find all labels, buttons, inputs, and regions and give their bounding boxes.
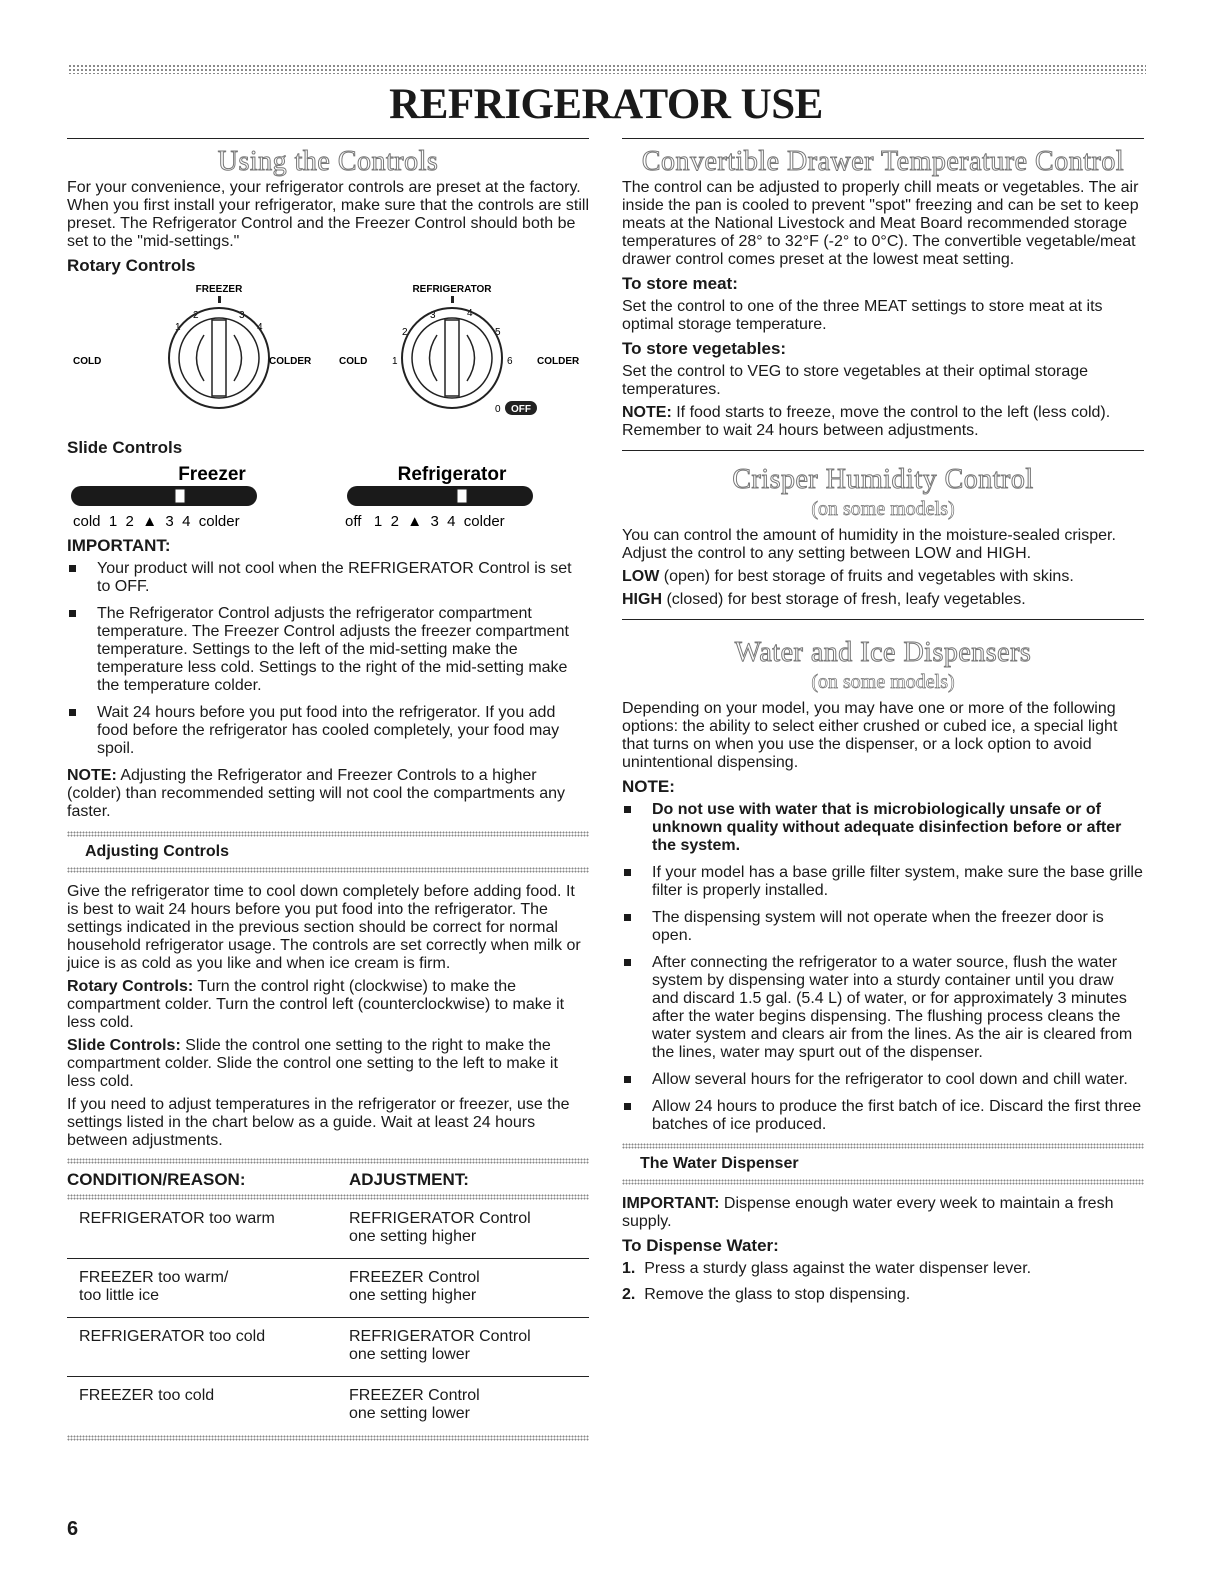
fridge-zero-label: 0 [495,404,501,415]
step-text: Press a sturdy glass against the water dispenser lever. [644,1260,1032,1277]
dispensers-list [622,864,1144,1134]
convertible-note [622,404,1144,440]
table-cell: REFRIGERATOR Control [349,1210,531,1227]
fridge-tick-3: 3 [430,310,436,321]
slide-freezer-thumb [175,489,185,503]
fridge-dial-knob [445,320,459,396]
slide-controls-svg [67,462,589,532]
table-cell: one setting higher [349,1228,477,1245]
warning-list [622,801,1144,855]
slide-fridge-title: Refrigerator [397,464,507,485]
step-item [622,1260,1144,1278]
freezer-dial-title: FREEZER [195,284,243,295]
table-row [67,1200,589,1259]
convertible-intro: The control can be adjusted to properly chill meats or vegetables. The air inside the pan is cooled to prevent "spot" freezing and can be set to keep meats at the National Livestock and Meat Board recommended storage temperatures of 28° to 32°F (-2° to 0°C). The convertible vegetable/meat drawer control comes preset at the lowest meat setting. [622,179,1139,268]
rotary-dials-svg [67,280,589,450]
convertible-drawer-heading: Convertible Drawer Temperature Control [641,146,1125,177]
fridge-off-label: OFF [511,404,531,415]
table-header-adjustment: ADJUSTMENT: [349,1170,469,1189]
adjusting-slide [67,1037,589,1091]
step-text: Remove the glass to stop dispensing. [644,1286,911,1303]
dotted-divider [67,1435,589,1441]
freezer-dial-mark [218,296,221,303]
table-header-condition: CONDITION/REASON: [67,1170,246,1189]
slide-fridge-scale: off 1 2 ▲ 3 4 colder [345,513,505,530]
important-text: Dispense enough water every week to maintain a fresh supply. [622,1195,1114,1230]
fridge-dial-mark [451,296,454,303]
table-cell: FREEZER too cold [79,1387,215,1404]
list-item: Allow 24 hours to produce the first batch of ice. Discard the first three batches of ice produced. [622,1098,1144,1134]
list-item: The Refrigerator Control adjusts the refrigerator compartment temperature. The Freezer Control adjusts the freezer compartment temperature. Settings to the left of the mid-setting make the temperature less cold. Settings to the right of the mid-setting make the temperature colder. [67,605,589,695]
freezer-tick-2: 3 [239,310,245,321]
dotted-divider [67,867,589,873]
list-item: If your model has a base grille filter system, make sure the base grille filter is properly installed. [622,864,1144,900]
adjusting-controls-heading: Adjusting Controls [85,843,229,860]
water-important [622,1195,1144,1231]
page-number: 6 [67,1518,79,1540]
table-row [67,1318,589,1377]
warning-item: Do not use with water that is microbiologically unsafe or of unknown quality without adequate disinfection before or after the system. [622,801,1144,855]
section-rule [622,450,1144,451]
slide-label: Slide Controls: [67,1037,181,1054]
store-meat-text: Set the control to one of the three MEAT settings to store meat at its optimal storage temperature. [622,298,1103,333]
slide-fridge-track [347,486,533,506]
low-label: LOW [622,568,660,585]
crisper-heading: Crisper Humidity Control [732,464,1034,495]
dispense-steps [622,1260,1144,1304]
fridge-tick-2: 2 [402,327,408,338]
dispensers-note-label: NOTE: [622,777,675,796]
using-controls-intro: For your convenience, your refrigerator controls are preset at the factory. When you first install your refrigerator, make sure that the controls are still preset. The Refrigerator Control and the Freezer Control should both be set to the "mid-settings." [67,179,589,250]
important-label: IMPORTANT: [622,1195,720,1212]
using-controls-heading: Using the Controls [217,146,439,177]
fridge-tick-1: 1 [392,356,398,367]
section-rule [622,619,1144,620]
note-label: NOTE: [622,404,672,421]
rotary-label: Rotary Controls: [67,978,194,995]
table-cell: one setting lower [349,1405,470,1422]
water-dispenser-heading: The Water Dispenser [640,1155,799,1172]
adjusting-rotary [67,978,589,1032]
table-cell: too little ice [79,1287,160,1304]
rotary-dials-figure [67,280,589,450]
table-cell: REFRIGERATOR too cold [79,1328,266,1345]
list-item: Your product will not cool when the REFRIGERATOR Control is set to OFF. [67,560,589,596]
important-label: IMPORTANT: [67,536,171,555]
table-header-row [67,1164,589,1194]
section-rule [622,138,1144,139]
top-dotted-band [68,64,1146,74]
dispensers-intro: Depending on your model, you may have one or more of the following options: the ability to select either crushed or cubed ice, a special light that turns on when you use the dispenser, or a lock option to avoid unintentional dispensing. [622,700,1118,771]
freezer-tick-3: 4 [257,322,263,333]
freezer-tick-1: 2 [193,310,199,321]
adjustment-table [67,1164,589,1435]
freezer-tick-0: 1 [175,322,181,333]
step-number: 2. [622,1286,636,1303]
adjusting-guide: If you need to adjust temperatures in the refrigerator or freezer, use the settings listed in the chart below as a guide. Wait at least 24 hours between adjustments. [67,1096,570,1149]
fridge-tick-4: 4 [467,308,473,319]
crisper-high [622,591,1144,609]
crisper-intro: You can control the amount of humidity in the moisture-sealed crisper. Adjust the control to any setting between LOW and HIGH. [622,527,1116,562]
page-title: REFRIGERATOR USE [389,81,823,128]
note-text: Adjusting the Refrigerator and Freezer Controls to a higher (colder) than recommended setting will not cool the compartments any faster. [67,767,566,820]
store-veg-text: Set the control to VEG to store vegetables at their optimal storage temperatures. [622,363,1089,398]
list-item: After connecting the refrigerator to a water source, flush the water system by dispensing water into a sturdy container until you draw and discard 1.5 gal. (5.4 L) of water, or for approximately 3 minutes after the water begins dispensing. The flushing process cleans the water system and clears air from the lines. As the air is cleared from the lines, water may spurt out of the dispenser. [622,954,1144,1062]
table-row [67,1377,589,1436]
slide-controls-label: Slide Controls [67,438,183,457]
slide-freezer-title: Freezer [178,464,246,485]
fridge-colder-label: COLDER [537,356,580,367]
fridge-tick-5: 5 [495,327,501,338]
slide-text: Slide the control one setting to the right to make the compartment colder. Slide the control one setting to the left to make it less cold. [67,1037,558,1090]
crisper-low [622,568,1144,586]
freezer-colder-label: COLDER [269,356,312,367]
high-label: HIGH [622,591,662,608]
dotted-divider [622,1179,1144,1185]
freezer-dial-knob [212,320,226,396]
rotary-controls-label: Rotary Controls [67,256,196,275]
step-item [622,1286,1144,1304]
table-cell: one setting lower [349,1346,470,1363]
list-item: The dispensing system will not operate when the freezer door is open. [622,909,1144,945]
fridge-tick-6: 6 [507,356,513,367]
dispensers-subheading: (on some models) [811,671,955,693]
right-column [622,138,1144,1312]
table-cell: FREEZER Control [349,1387,480,1404]
list-item: Allow several hours for the refrigerator to cool down and chill water. [622,1071,1144,1089]
slide-controls-figure [67,462,589,532]
table-cell: REFRIGERATOR Control [349,1328,531,1345]
left-column [67,138,589,1441]
important-list [67,560,589,758]
low-text: (open) for best storage of fruits and vegetables with skins. [659,568,1074,585]
list-item: Wait 24 hours before you put food into the refrigerator. If you add food before the refrigerator has cooled completely, your food may spoil. [67,704,589,758]
slide-freezer-track [71,486,257,506]
adjusting-intro: Give the refrigerator time to cool down completely before adding food. It is best to wait 24 hours before you put food into the refrigerator. The settings indicated in the previous section should be correct for normal household refrigerator usage. The controls are set correctly when milk or juice is as cold as you like and when ice cream is firm. [67,883,581,972]
dispensers-heading: Water and Ice Dispensers [734,637,1032,668]
high-text: (closed) for best storage of fresh, leafy vegetables. [662,591,1026,608]
crisper-subheading: (on some models) [811,498,955,520]
note-text: If food starts to freeze, move the control to the left (less cold). Remember to wait 24 hours between adjustments. [622,404,1111,439]
note-label: NOTE: [67,767,117,784]
dispense-water-label: To Dispense Water: [622,1236,779,1255]
table-cell: FREEZER too warm/ [79,1269,229,1286]
table-row [67,1259,589,1318]
rotary-text: Turn the control right (clockwise) to make the compartment colder. Turn the control left (counterclockwise) to make it less cold. [67,978,565,1031]
slide-fridge-thumb [457,489,467,503]
store-meat-label: To store meat: [622,274,738,293]
fridge-dial-title: REFRIGERATOR [412,284,492,295]
section-rule [67,138,589,139]
controls-note [67,767,589,821]
table-cell: one setting higher [349,1287,477,1304]
fridge-cold-label: COLD [339,356,368,367]
slide-freezer-scale: cold 1 2 ▲ 3 4 colder [73,513,240,530]
step-number: 1. [622,1260,636,1277]
table-cell: FREEZER Control [349,1269,480,1286]
store-veg-label: To store vegetables: [622,339,787,358]
table-cell: REFRIGERATOR too warm [79,1210,275,1227]
freezer-cold-label: COLD [73,356,102,367]
